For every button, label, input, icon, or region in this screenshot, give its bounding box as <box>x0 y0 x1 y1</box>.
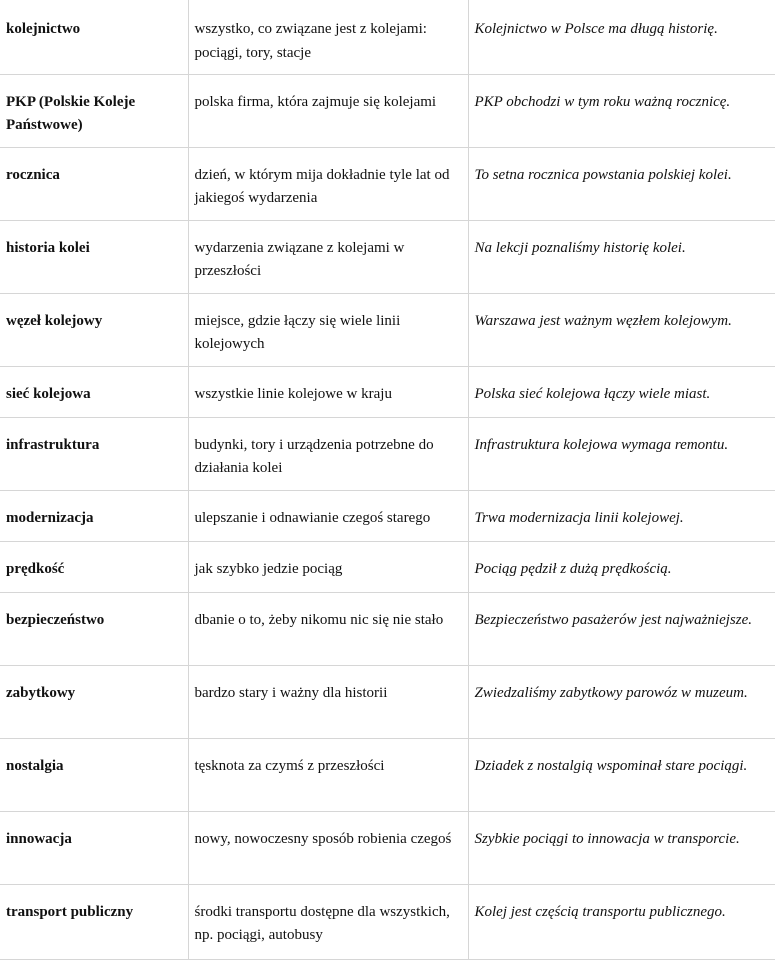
table-row <box>0 490 775 541</box>
definition-cell: miejsce, gdzie łączy się wiele linii kolejowych <box>188 293 468 366</box>
definition-cell: dzień, w którym mija dokładnie tyle lat od jakiegoś wydarzenia <box>188 147 468 220</box>
term-cell: innowacja <box>0 811 188 884</box>
term-cell: kolejnictwo <box>0 0 188 74</box>
definition-cell: dbanie o to, żeby nikomu nic się nie stało <box>188 592 468 665</box>
table-row <box>0 665 775 738</box>
definition-cell: budynki, tory i urządzenia potrzebne do działania kolei <box>188 417 468 490</box>
definition-cell: wszystko, co związane jest z kolejami: pociągi, tory, stacje <box>188 0 468 74</box>
table-row <box>0 541 775 592</box>
example-cell: Trwa modernizacja linii kolejowej. <box>468 490 775 541</box>
table-row <box>0 592 775 665</box>
example-cell: Na lekcji poznaliśmy historię kolei. <box>468 220 775 293</box>
term-cell: historia kolei <box>0 220 188 293</box>
table-row <box>0 0 775 74</box>
example-cell: Warszawa jest ważnym węzłem kolejowym. <box>468 293 775 366</box>
table-row <box>0 417 775 490</box>
definition-cell: polska firma, która zajmuje się kolejami <box>188 74 468 147</box>
term-cell: prędkość <box>0 541 188 592</box>
example-cell: Pociąg pędził z dużą prędkością. <box>468 541 775 592</box>
definition-cell: wszystkie linie kolejowe w kraju <box>188 366 468 417</box>
example-cell: PKP obchodzi w tym roku ważną rocznicę. <box>468 74 775 147</box>
table-row <box>0 220 775 293</box>
table-row <box>0 293 775 366</box>
table-row <box>0 147 775 220</box>
term-cell: PKP (Polskie Koleje Państwowe) <box>0 74 188 147</box>
table-row <box>0 366 775 417</box>
definition-cell: nowy, nowoczesny sposób robienia czegoś <box>188 811 468 884</box>
term-cell: modernizacja <box>0 490 188 541</box>
term-cell: nostalgia <box>0 738 188 811</box>
term-cell: infrastruktura <box>0 417 188 490</box>
definition-cell: tęsknota za czymś z przeszłości <box>188 738 468 811</box>
table-row <box>0 811 775 884</box>
term-cell: rocznica <box>0 147 188 220</box>
table-row <box>0 738 775 811</box>
example-cell: Bezpieczeństwo pasażerów jest najważniejsze. <box>468 592 775 665</box>
example-cell: Kolejnictwo w Polsce ma długą historię. <box>468 0 775 74</box>
definition-cell: wydarzenia związane z kolejami w przeszłości <box>188 220 468 293</box>
term-cell: węzeł kolejowy <box>0 293 188 366</box>
table-row <box>0 74 775 147</box>
definition-cell: jak szybko jedzie pociąg <box>188 541 468 592</box>
term-cell: transport publiczny <box>0 884 188 959</box>
example-cell: Infrastruktura kolejowa wymaga remontu. <box>468 417 775 490</box>
term-cell: zabytkowy <box>0 665 188 738</box>
example-cell: To setna rocznica powstania polskiej kolei. <box>468 147 775 220</box>
definition-cell: bardzo stary i ważny dla historii <box>188 665 468 738</box>
example-cell: Zwiedzaliśmy zabytkowy parowóz w muzeum. <box>468 665 775 738</box>
example-cell: Szybkie pociągi to innowacja w transporcie. <box>468 811 775 884</box>
example-cell: Kolej jest częścią transportu publicznego. <box>468 884 775 959</box>
term-cell: sieć kolejowa <box>0 366 188 417</box>
table-row <box>0 884 775 959</box>
example-cell: Polska sieć kolejowa łączy wiele miast. <box>468 366 775 417</box>
definition-cell: środki transportu dostępne dla wszystkich, np. pociągi, autobusy <box>188 884 468 959</box>
example-cell: Dziadek z nostalgią wspominał stare pociągi. <box>468 738 775 811</box>
term-cell: bezpieczeństwo <box>0 592 188 665</box>
definition-cell: ulepszanie i odnawianie czegoś starego <box>188 490 468 541</box>
